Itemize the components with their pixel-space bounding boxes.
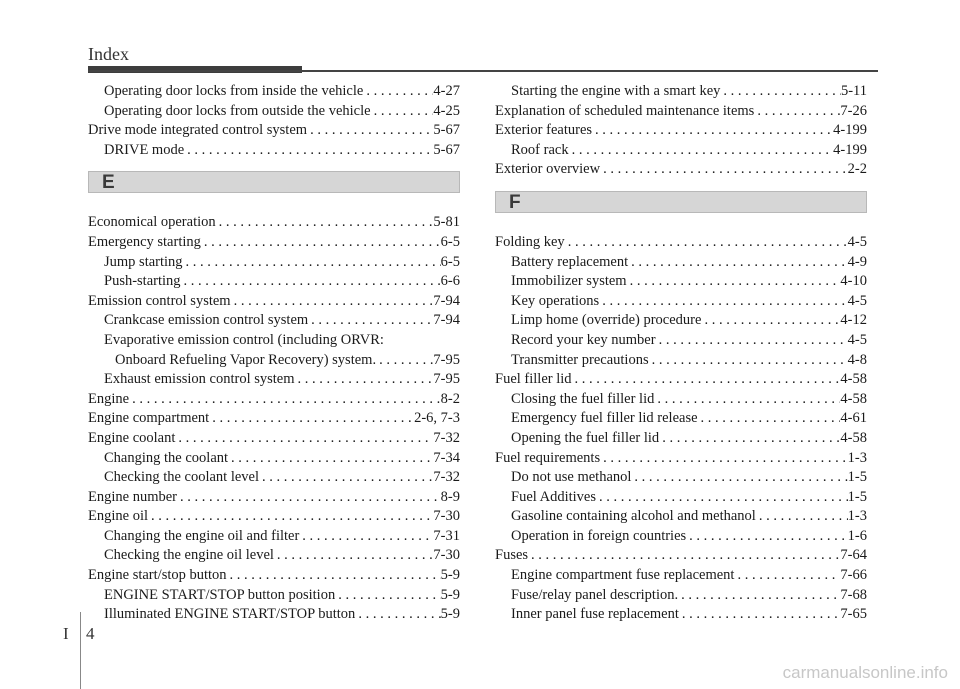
dot-leader bbox=[678, 586, 840, 606]
index-entry bbox=[495, 409, 867, 429]
right-column bbox=[495, 82, 867, 625]
index-entry bbox=[88, 121, 460, 141]
index-entry bbox=[88, 409, 460, 429]
left-column bbox=[88, 82, 460, 625]
entry-title: Roof rack bbox=[511, 141, 569, 158]
dot-leader bbox=[720, 82, 841, 102]
dot-leader bbox=[572, 370, 841, 390]
entry-title: Operating door locks from inside the vehicle bbox=[104, 83, 364, 99]
entry-page: 6-5 bbox=[440, 253, 460, 270]
entry-page: 4-10 bbox=[840, 273, 867, 290]
index-entry bbox=[495, 449, 867, 469]
entry-page: 7-30 bbox=[433, 547, 460, 564]
entry-page: 4-5 bbox=[847, 331, 867, 348]
entry-title: DRIVE mode bbox=[104, 141, 185, 158]
entry-page: 7-66 bbox=[840, 567, 867, 584]
entry-title: Closing the fuel filler lid bbox=[511, 390, 655, 407]
entry-title: ENGINE START/STOP button position bbox=[104, 586, 336, 603]
entry-page: 6-6 bbox=[440, 273, 460, 290]
index-entry bbox=[495, 527, 867, 547]
index-entry bbox=[88, 488, 460, 508]
entry-page: 4-25 bbox=[433, 102, 460, 119]
entry-page: 7-31 bbox=[433, 527, 460, 544]
index-entry bbox=[495, 370, 867, 390]
entry-title: Fuel requirements bbox=[495, 449, 601, 466]
index-entry bbox=[495, 272, 867, 292]
dot-leader bbox=[701, 311, 840, 331]
index-entry bbox=[88, 351, 460, 371]
entry-title: Engine number bbox=[88, 488, 177, 505]
entry-title: Push-starting bbox=[104, 273, 181, 290]
entry-page: 1-3 bbox=[847, 508, 867, 525]
dot-leader bbox=[307, 121, 433, 141]
dot-leader bbox=[654, 390, 840, 410]
dot-leader bbox=[686, 527, 848, 547]
index-entry bbox=[88, 292, 460, 312]
entry-title: Emergency starting bbox=[88, 233, 201, 250]
entry-page: 7-30 bbox=[433, 508, 460, 525]
entry-title: Immobilizer system bbox=[511, 273, 627, 290]
entry-title: Exterior overview bbox=[495, 161, 601, 178]
entry-page: 2-6, 7-3 bbox=[414, 410, 460, 427]
index-entry bbox=[495, 253, 867, 273]
index-entry bbox=[495, 233, 867, 253]
dot-leader bbox=[631, 468, 847, 488]
dot-leader bbox=[596, 488, 848, 508]
entry-page: 4-199 bbox=[833, 141, 867, 158]
entry-title: Exhaust emission control system bbox=[104, 371, 295, 388]
entry-page: 5-81 bbox=[433, 214, 460, 231]
entry-title: Economical operation bbox=[88, 214, 216, 231]
dot-leader bbox=[209, 409, 414, 429]
entry-page: 7-95 bbox=[433, 371, 460, 388]
dot-leader bbox=[627, 272, 841, 292]
entry-title: Battery replacement bbox=[511, 253, 629, 270]
entry-page: 4-58 bbox=[840, 371, 867, 388]
dot-leader bbox=[756, 507, 848, 527]
entry-title: Fuse/relay panel description. bbox=[511, 586, 679, 603]
index-entry bbox=[495, 82, 867, 102]
entry-title: Checking the engine oil level bbox=[104, 547, 274, 564]
index-entry bbox=[495, 292, 867, 312]
dot-leader bbox=[355, 605, 440, 625]
entry-page: 4-5 bbox=[847, 233, 867, 250]
watermark: carmanualsonline.info bbox=[782, 663, 948, 682]
entry-title: Exterior features bbox=[495, 122, 593, 139]
entry-title: Transmitter precautions bbox=[511, 351, 649, 368]
dot-leader bbox=[308, 311, 433, 331]
dot-leader bbox=[183, 253, 441, 273]
entry-page: 7-95 bbox=[433, 351, 460, 368]
dot-leader bbox=[201, 233, 441, 253]
index-entry bbox=[495, 566, 867, 586]
entry-page: 4-199 bbox=[833, 122, 867, 139]
entry-title: Checking the coolant level bbox=[104, 469, 260, 486]
index-entry bbox=[495, 488, 867, 508]
page-title: Index bbox=[88, 44, 129, 64]
entry-title: Opening the fuel filler lid bbox=[511, 429, 660, 446]
left-entries bbox=[88, 213, 460, 624]
dot-leader bbox=[569, 141, 834, 161]
entry-title: Evaporative emission control (including ORVR: bbox=[104, 331, 384, 348]
entry-page: 7-32 bbox=[433, 429, 460, 446]
footer-page-number: 4 bbox=[86, 624, 95, 643]
index-entry bbox=[88, 272, 460, 292]
entry-title: Illuminated ENGINE START/STOP button bbox=[104, 606, 356, 623]
entry-title: Operation in foreign countries bbox=[511, 527, 687, 544]
index-entry bbox=[88, 605, 460, 625]
entry-title: Key operations bbox=[511, 292, 600, 309]
dot-leader bbox=[129, 390, 441, 410]
dot-leader bbox=[371, 102, 434, 122]
entry-page: 7-94 bbox=[433, 292, 460, 309]
entry-page: 7-94 bbox=[433, 312, 460, 329]
entry-page: 6-5 bbox=[440, 233, 460, 250]
index-entry bbox=[495, 121, 867, 141]
entry-title: Engine compartment fuse replacement bbox=[511, 567, 735, 584]
entry-page: 7-26 bbox=[840, 102, 867, 119]
index-entry bbox=[88, 233, 460, 253]
entry-page: 7-68 bbox=[840, 586, 867, 603]
entry-page: 8-9 bbox=[440, 488, 460, 505]
dot-leader bbox=[295, 370, 434, 390]
index-entry bbox=[495, 331, 867, 351]
index-entry bbox=[88, 586, 460, 606]
index-entry bbox=[495, 468, 867, 488]
index-entry bbox=[88, 82, 460, 102]
index-entry bbox=[495, 586, 867, 606]
index-entry bbox=[495, 507, 867, 527]
entry-page: 1-5 bbox=[847, 488, 867, 505]
entry-title: Changing the coolant bbox=[104, 449, 229, 466]
entry-title: Explanation of scheduled maintenance items bbox=[495, 102, 755, 119]
dot-leader bbox=[659, 429, 840, 449]
entry-page: 4-9 bbox=[847, 253, 867, 270]
index-entry bbox=[88, 507, 460, 527]
entry-title: Emission control system bbox=[88, 292, 231, 309]
dot-leader bbox=[259, 468, 433, 488]
dot-leader bbox=[231, 292, 434, 312]
entry-page: 7-65 bbox=[840, 606, 867, 623]
entry-title: Operating door locks from outside the vehicle bbox=[104, 102, 371, 119]
right-entries bbox=[495, 233, 867, 625]
index-entry bbox=[88, 429, 460, 449]
entry-page: 4-12 bbox=[840, 312, 867, 329]
index-entry bbox=[88, 253, 460, 273]
entry-page: 1-5 bbox=[847, 469, 867, 486]
index-entry bbox=[495, 605, 867, 625]
index-entry bbox=[88, 527, 460, 547]
entry-title: Record your key number bbox=[511, 331, 656, 348]
index-entry bbox=[495, 390, 867, 410]
dot-leader bbox=[656, 331, 848, 351]
footer-divider bbox=[80, 612, 81, 689]
dot-leader bbox=[565, 233, 848, 253]
entry-page: 7-32 bbox=[433, 469, 460, 486]
index-entry bbox=[88, 449, 460, 469]
entry-title: Engine compartment bbox=[88, 410, 210, 427]
entry-title: Drive mode integrated control system bbox=[88, 122, 308, 139]
entry-page: 4-27 bbox=[433, 83, 460, 99]
entry-page: 4-8 bbox=[847, 351, 867, 368]
entry-title: Crankcase emission control system bbox=[104, 312, 309, 329]
entry-page: 1-6 bbox=[847, 527, 867, 544]
entry-title: Limp home (override) procedure bbox=[511, 312, 702, 329]
dot-leader bbox=[363, 82, 433, 102]
entry-title: Engine start/stop button bbox=[88, 567, 227, 584]
entry-title: Engine bbox=[88, 390, 130, 407]
section-header-e: E bbox=[88, 171, 460, 193]
index-entry bbox=[495, 141, 867, 161]
entry-page: 5-11 bbox=[840, 83, 867, 99]
entry-title: Starting the engine with a smart key bbox=[511, 83, 721, 99]
entry-page: 5-67 bbox=[433, 122, 460, 139]
entry-title: Engine coolant bbox=[88, 429, 176, 446]
entry-title: Changing the engine oil and filter bbox=[104, 527, 300, 544]
entry-title: Emergency fuel filler lid release bbox=[511, 410, 698, 427]
index-entry bbox=[88, 370, 460, 390]
dot-leader bbox=[600, 449, 848, 469]
index-entry bbox=[88, 311, 460, 331]
dot-leader bbox=[649, 351, 848, 371]
index-entry bbox=[88, 331, 460, 351]
header-rule bbox=[88, 70, 878, 72]
entry-page: 4-5 bbox=[847, 292, 867, 309]
dot-leader bbox=[528, 546, 840, 566]
dot-leader bbox=[592, 121, 833, 141]
section-header-f: F bbox=[495, 191, 867, 213]
dot-leader bbox=[148, 507, 433, 527]
entry-page: 5-9 bbox=[440, 567, 460, 584]
dot-leader bbox=[274, 546, 433, 566]
dot-leader bbox=[628, 253, 848, 273]
dot-leader bbox=[228, 449, 433, 469]
entry-title: Engine oil bbox=[88, 508, 149, 525]
entry-title: Do not use methanol bbox=[511, 469, 632, 486]
left-entries-top bbox=[88, 82, 460, 160]
index-entry bbox=[495, 351, 867, 371]
entry-page: 4-58 bbox=[840, 429, 867, 446]
entry-page: 5-9 bbox=[440, 606, 460, 623]
dot-leader bbox=[599, 292, 847, 312]
entry-title: Gasoline containing alcohol and methanol bbox=[511, 508, 756, 525]
dot-leader bbox=[175, 429, 433, 449]
index-entry bbox=[88, 141, 460, 161]
index-entry bbox=[88, 468, 460, 488]
index-entry bbox=[495, 102, 867, 122]
entry-page: 4-58 bbox=[840, 390, 867, 407]
entry-page: 7-34 bbox=[433, 449, 460, 466]
dot-leader bbox=[698, 409, 841, 429]
index-entry bbox=[88, 566, 460, 586]
dot-leader bbox=[376, 351, 433, 371]
entry-title: Fuel Additives bbox=[511, 488, 596, 505]
entry-page: 1-3 bbox=[847, 449, 867, 466]
dot-leader bbox=[600, 160, 848, 180]
dot-leader bbox=[216, 213, 434, 233]
dot-leader bbox=[299, 527, 433, 547]
dot-leader bbox=[177, 488, 441, 508]
dot-leader bbox=[754, 102, 840, 122]
dot-leader bbox=[227, 566, 441, 586]
index-entry bbox=[88, 390, 460, 410]
index-entry bbox=[88, 546, 460, 566]
index-entry bbox=[495, 160, 867, 180]
entry-title: Jump starting bbox=[104, 253, 183, 270]
dot-leader bbox=[335, 586, 440, 606]
index-entry bbox=[88, 213, 460, 233]
entry-title: Fuel filler lid bbox=[495, 371, 572, 388]
index-entry bbox=[495, 311, 867, 331]
entry-page: 8-2 bbox=[440, 390, 460, 407]
entry-title: Folding key bbox=[495, 233, 565, 250]
right-entries-top bbox=[495, 82, 867, 180]
entry-page: 5-67 bbox=[433, 141, 460, 158]
entry-page: 7-64 bbox=[840, 547, 867, 564]
dot-leader bbox=[679, 605, 841, 625]
entry-title: Onboard Refueling Vapor Recovery) system. bbox=[115, 351, 377, 368]
entry-page: 4-61 bbox=[840, 410, 867, 427]
dot-leader bbox=[184, 141, 433, 161]
index-entry bbox=[495, 546, 867, 566]
dot-leader bbox=[181, 272, 441, 292]
entry-title: Inner panel fuse replacement bbox=[511, 606, 679, 623]
entry-page: 5-9 bbox=[440, 586, 460, 603]
index-entry bbox=[88, 102, 460, 122]
entry-title: Fuses bbox=[495, 547, 529, 564]
dot-leader bbox=[734, 566, 840, 586]
footer-section-label: I bbox=[63, 624, 69, 643]
entry-page: 2-2 bbox=[847, 161, 867, 178]
index-entry bbox=[495, 429, 867, 449]
